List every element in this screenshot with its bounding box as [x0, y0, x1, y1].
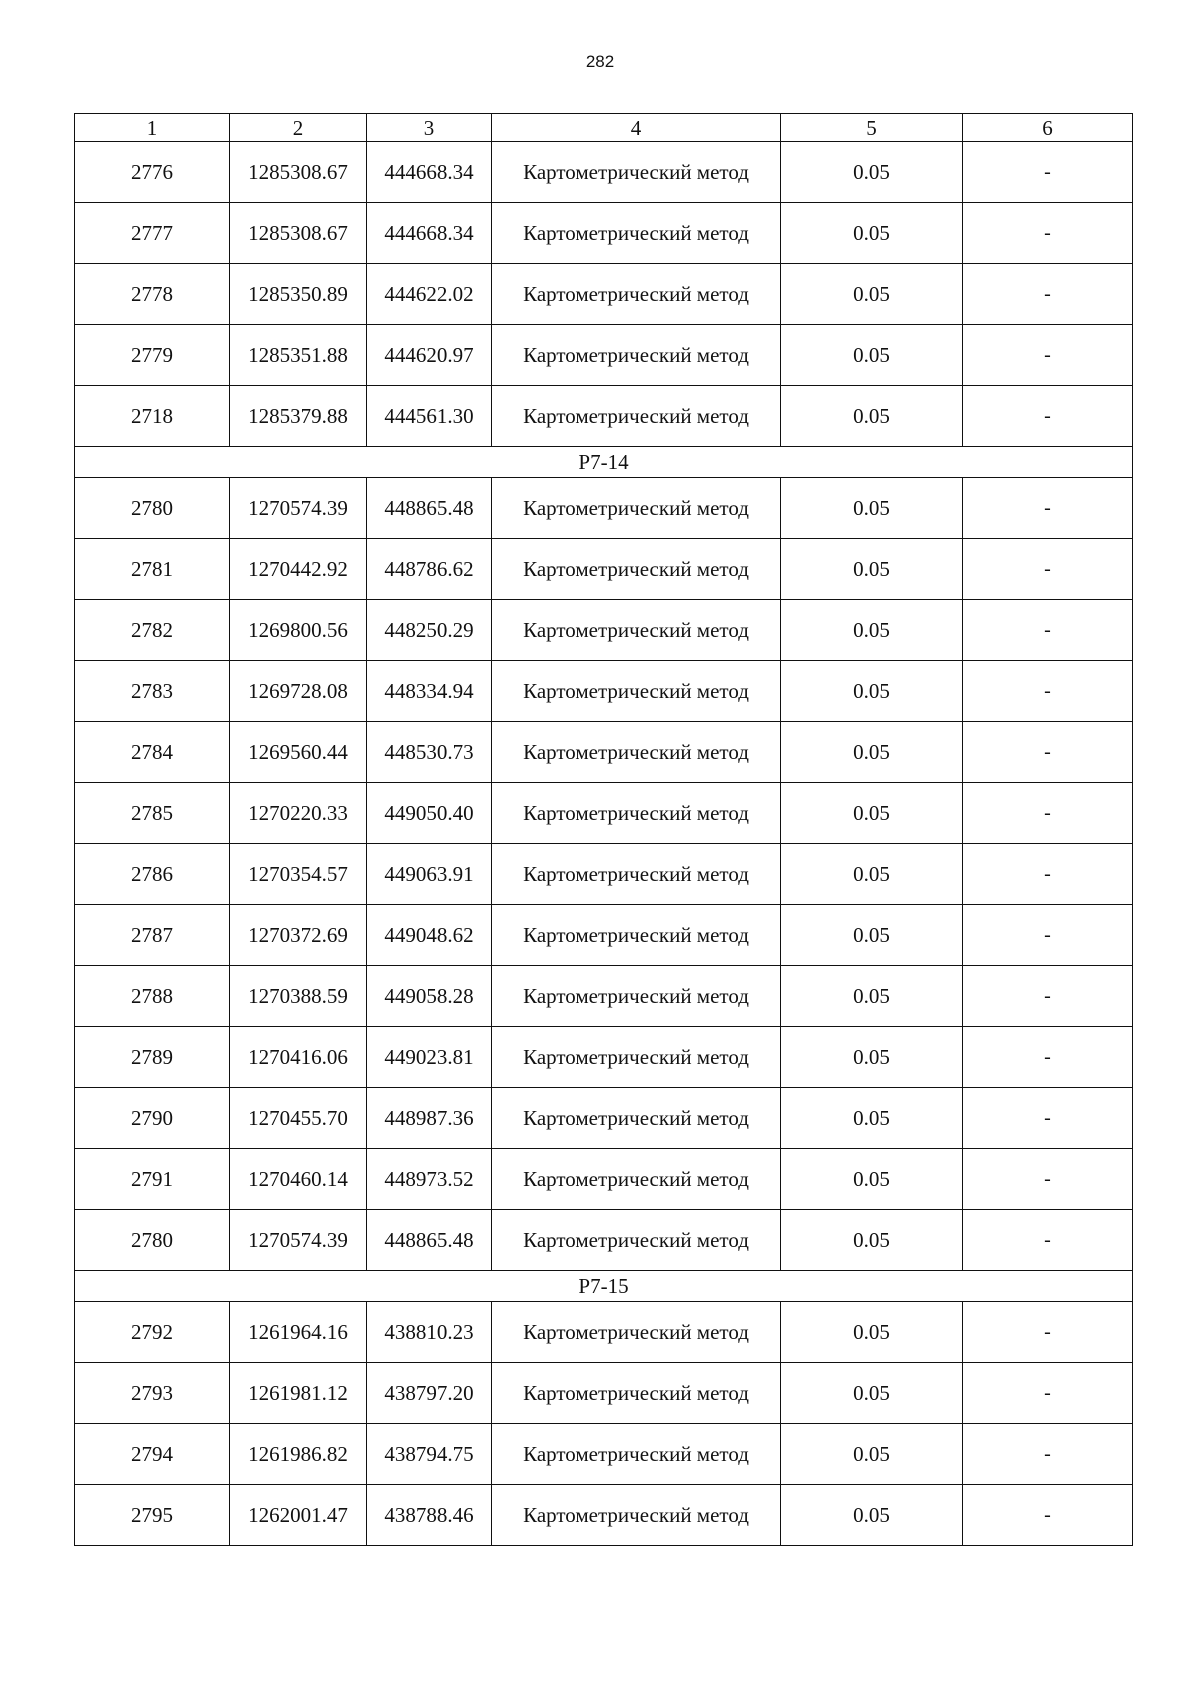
y-coordinate-cell: 448987.36 [367, 1088, 492, 1149]
column-header: 3 [367, 114, 492, 142]
point-number-cell: 2782 [75, 600, 230, 661]
table-row [75, 1210, 1133, 1271]
accuracy-cell: 0.05 [781, 1302, 963, 1363]
table-row [75, 966, 1133, 1027]
point-number-cell: 2718 [75, 386, 230, 447]
point-number-cell: 2784 [75, 722, 230, 783]
accuracy-cell: 0.05 [781, 1027, 963, 1088]
column-header: 1 [75, 114, 230, 142]
accuracy-cell: 0.05 [781, 1424, 963, 1485]
section-row [75, 447, 1133, 478]
table-row [75, 905, 1133, 966]
y-coordinate-cell: 438797.20 [367, 1363, 492, 1424]
note-cell: - [963, 1363, 1133, 1424]
method-cell: Картометрический метод [492, 1210, 781, 1271]
x-coordinate-cell: 1269560.44 [230, 722, 367, 783]
column-header: 6 [963, 114, 1133, 142]
y-coordinate-cell: 438810.23 [367, 1302, 492, 1363]
section-title: P7-14 [75, 447, 1133, 478]
note-cell: - [963, 478, 1133, 539]
note-cell: - [963, 1149, 1133, 1210]
y-coordinate-cell: 448865.48 [367, 1210, 492, 1271]
table-row [75, 264, 1133, 325]
point-number-cell: 2781 [75, 539, 230, 600]
note-cell: - [963, 1210, 1133, 1271]
note-cell: - [963, 783, 1133, 844]
y-coordinate-cell: 444620.97 [367, 325, 492, 386]
accuracy-cell: 0.05 [781, 386, 963, 447]
method-cell: Картометрический метод [492, 1027, 781, 1088]
method-cell: Картометрический метод [492, 325, 781, 386]
table-row [75, 203, 1133, 264]
y-coordinate-cell: 448973.52 [367, 1149, 492, 1210]
table-row [75, 1424, 1133, 1485]
note-cell: - [963, 386, 1133, 447]
method-cell: Картометрический метод [492, 661, 781, 722]
x-coordinate-cell: 1261964.16 [230, 1302, 367, 1363]
point-number-cell: 2795 [75, 1485, 230, 1546]
note-cell: - [963, 264, 1133, 325]
coordinates-table [74, 113, 1133, 1546]
note-cell: - [963, 1088, 1133, 1149]
x-coordinate-cell: 1285308.67 [230, 203, 367, 264]
y-coordinate-cell: 449048.62 [367, 905, 492, 966]
point-number-cell: 2783 [75, 661, 230, 722]
x-coordinate-cell: 1270220.33 [230, 783, 367, 844]
point-number-cell: 2777 [75, 203, 230, 264]
accuracy-cell: 0.05 [781, 142, 963, 203]
accuracy-cell: 0.05 [781, 722, 963, 783]
note-cell: - [963, 1485, 1133, 1546]
note-cell: - [963, 966, 1133, 1027]
accuracy-cell: 0.05 [781, 264, 963, 325]
x-coordinate-cell: 1285350.89 [230, 264, 367, 325]
table-body [75, 114, 1133, 1546]
table-row [75, 539, 1133, 600]
table-row [75, 1027, 1133, 1088]
table-row [75, 478, 1133, 539]
method-cell: Картометрический метод [492, 539, 781, 600]
table-row [75, 1363, 1133, 1424]
y-coordinate-cell: 444561.30 [367, 386, 492, 447]
note-cell: - [963, 142, 1133, 203]
method-cell: Картометрический метод [492, 203, 781, 264]
table-row [75, 722, 1133, 783]
x-coordinate-cell: 1269800.56 [230, 600, 367, 661]
table-row [75, 386, 1133, 447]
point-number-cell: 2780 [75, 478, 230, 539]
method-cell: Картометрический метод [492, 386, 781, 447]
section-row [75, 1271, 1133, 1302]
x-coordinate-cell: 1285351.88 [230, 325, 367, 386]
point-number-cell: 2785 [75, 783, 230, 844]
note-cell: - [963, 722, 1133, 783]
y-coordinate-cell: 449058.28 [367, 966, 492, 1027]
accuracy-cell: 0.05 [781, 203, 963, 264]
note-cell: - [963, 844, 1133, 905]
x-coordinate-cell: 1270460.14 [230, 1149, 367, 1210]
y-coordinate-cell: 438794.75 [367, 1424, 492, 1485]
accuracy-cell: 0.05 [781, 600, 963, 661]
method-cell: Картометрический метод [492, 1149, 781, 1210]
point-number-cell: 2786 [75, 844, 230, 905]
method-cell: Картометрический метод [492, 1088, 781, 1149]
column-header: 4 [492, 114, 781, 142]
table-row [75, 844, 1133, 905]
y-coordinate-cell: 449050.40 [367, 783, 492, 844]
accuracy-cell: 0.05 [781, 478, 963, 539]
note-cell: - [963, 203, 1133, 264]
note-cell: - [963, 325, 1133, 386]
x-coordinate-cell: 1270574.39 [230, 1210, 367, 1271]
method-cell: Картометрический метод [492, 264, 781, 325]
x-coordinate-cell: 1270372.69 [230, 905, 367, 966]
method-cell: Картометрический метод [492, 1424, 781, 1485]
note-cell: - [963, 1424, 1133, 1485]
x-coordinate-cell: 1270354.57 [230, 844, 367, 905]
table-row [75, 600, 1133, 661]
table-row [75, 142, 1133, 203]
accuracy-cell: 0.05 [781, 1210, 963, 1271]
table-row [75, 1088, 1133, 1149]
accuracy-cell: 0.05 [781, 661, 963, 722]
point-number-cell: 2792 [75, 1302, 230, 1363]
x-coordinate-cell: 1285308.67 [230, 142, 367, 203]
accuracy-cell: 0.05 [781, 1088, 963, 1149]
table-row [75, 325, 1133, 386]
table-row [75, 1302, 1133, 1363]
accuracy-cell: 0.05 [781, 905, 963, 966]
accuracy-cell: 0.05 [781, 783, 963, 844]
page-number: 282 [585, 52, 615, 71]
point-number-cell: 2780 [75, 1210, 230, 1271]
y-coordinate-cell: 449063.91 [367, 844, 492, 905]
table-row [75, 1149, 1133, 1210]
column-header: 2 [230, 114, 367, 142]
y-coordinate-cell: 448334.94 [367, 661, 492, 722]
y-coordinate-cell: 438788.46 [367, 1485, 492, 1546]
point-number-cell: 2791 [75, 1149, 230, 1210]
note-cell: - [963, 1302, 1133, 1363]
table-row [75, 783, 1133, 844]
x-coordinate-cell: 1261981.12 [230, 1363, 367, 1424]
y-coordinate-cell: 449023.81 [367, 1027, 492, 1088]
method-cell: Картометрический метод [492, 1363, 781, 1424]
y-coordinate-cell: 448865.48 [367, 478, 492, 539]
point-number-cell: 2789 [75, 1027, 230, 1088]
method-cell: Картометрический метод [492, 1485, 781, 1546]
note-cell: - [963, 1027, 1133, 1088]
point-number-cell: 2790 [75, 1088, 230, 1149]
note-cell: - [963, 539, 1133, 600]
accuracy-cell: 0.05 [781, 844, 963, 905]
point-number-cell: 2794 [75, 1424, 230, 1485]
point-number-cell: 2776 [75, 142, 230, 203]
x-coordinate-cell: 1270442.92 [230, 539, 367, 600]
method-cell: Картометрический метод [492, 844, 781, 905]
section-title: P7-15 [75, 1271, 1133, 1302]
accuracy-cell: 0.05 [781, 1149, 963, 1210]
x-coordinate-cell: 1269728.08 [230, 661, 367, 722]
accuracy-cell: 0.05 [781, 325, 963, 386]
method-cell: Картометрический метод [492, 966, 781, 1027]
accuracy-cell: 0.05 [781, 1363, 963, 1424]
x-coordinate-cell: 1270388.59 [230, 966, 367, 1027]
method-cell: Картометрический метод [492, 783, 781, 844]
accuracy-cell: 0.05 [781, 1485, 963, 1546]
y-coordinate-cell: 444668.34 [367, 142, 492, 203]
column-header: 5 [781, 114, 963, 142]
method-cell: Картометрический метод [492, 478, 781, 539]
accuracy-cell: 0.05 [781, 539, 963, 600]
point-number-cell: 2787 [75, 905, 230, 966]
point-number-cell: 2778 [75, 264, 230, 325]
table-row [75, 661, 1133, 722]
y-coordinate-cell: 448786.62 [367, 539, 492, 600]
y-coordinate-cell: 444622.02 [367, 264, 492, 325]
accuracy-cell: 0.05 [781, 966, 963, 1027]
x-coordinate-cell: 1270574.39 [230, 478, 367, 539]
method-cell: Картометрический метод [492, 600, 781, 661]
point-number-cell: 2788 [75, 966, 230, 1027]
note-cell: - [963, 661, 1133, 722]
x-coordinate-cell: 1270455.70 [230, 1088, 367, 1149]
y-coordinate-cell: 448530.73 [367, 722, 492, 783]
x-coordinate-cell: 1285379.88 [230, 386, 367, 447]
y-coordinate-cell: 444668.34 [367, 203, 492, 264]
note-cell: - [963, 600, 1133, 661]
note-cell: - [963, 905, 1133, 966]
table-row [75, 1485, 1133, 1546]
method-cell: Картометрический метод [492, 722, 781, 783]
y-coordinate-cell: 448250.29 [367, 600, 492, 661]
point-number-cell: 2793 [75, 1363, 230, 1424]
method-cell: Картометрический метод [492, 905, 781, 966]
method-cell: Картометрический метод [492, 142, 781, 203]
point-number-cell: 2779 [75, 325, 230, 386]
table-header-row [75, 114, 1133, 142]
method-cell: Картометрический метод [492, 1302, 781, 1363]
x-coordinate-cell: 1262001.47 [230, 1485, 367, 1546]
x-coordinate-cell: 1270416.06 [230, 1027, 367, 1088]
x-coordinate-cell: 1261986.82 [230, 1424, 367, 1485]
